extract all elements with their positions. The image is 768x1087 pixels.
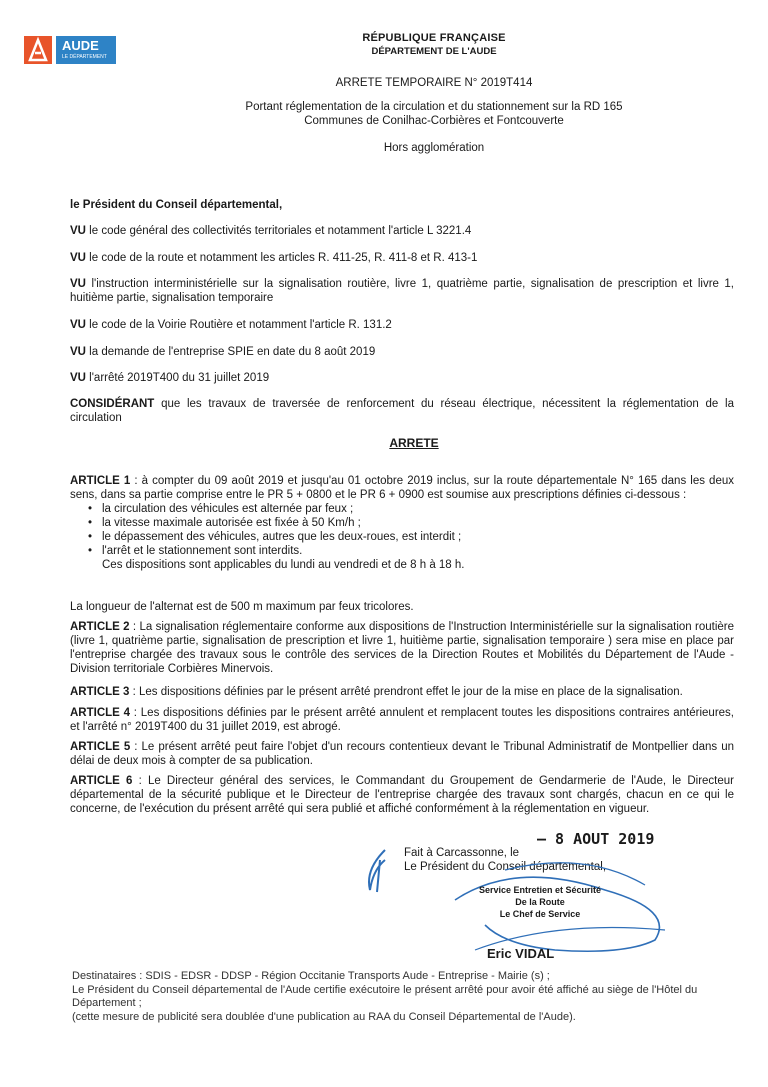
stamp-line: De la Route	[515, 897, 565, 907]
date-stamp: – 8 AOUT 2019	[537, 830, 655, 848]
service-stamp	[450, 884, 630, 920]
stamp-line: Le Chef de Service	[499, 909, 581, 919]
article-2: ARTICLE 2 : La signalisation réglementaire conforme aux dispositions de l'Instruction Interministérielle sur la signalisation routière (livre 1, quatrième partie, signalisation de prescription et livre 1, huitième partie, signalisation temporaire ) sera mise en place par l'entreprise chargée des travaux sous le contrôle des services de la Direction Routes et Mobilités du Département de l'Aude - Division territoriale Corbières Minervois.	[70, 621, 735, 675]
logo-subtext: LE DÉPARTEMENT	[62, 54, 107, 60]
bullet-item: • l'arrêt et le stationnement sont interdits.	[102, 544, 734, 558]
president-line: le Président du Conseil départemental,	[70, 199, 283, 211]
alternat-line: La longueur de l'alternat est de 500 m maximum par feux tricolores.	[70, 601, 414, 613]
bullet-item: • la vitesse maximale autorisée est fixée à 50 Km/h ;	[102, 516, 734, 530]
schedule: Ces dispositions sont applicables du lundi au vendredi et de 8 h à 18 h.	[102, 559, 465, 571]
subject	[50, 100, 768, 128]
vu-line: VU l'arrêté 2019T400 du 31 juillet 2019	[70, 372, 270, 384]
bullet-item: • la circulation des véhicules est alternée par feux ;	[102, 502, 734, 516]
republic-heading: RÉPUBLIQUE FRANÇAISE	[362, 32, 506, 44]
vu-line: VU l'instruction interministérielle sur la signalisation routière, livre 1, quatrième partie, signalisation de prescription et livre 1, huitième partie, signalisation temporaire	[70, 278, 734, 304]
vu-line: VU le code général des collectivités territoriales et notamment l'article L 3221.4	[70, 225, 472, 237]
signature-place: Fait à Carcassonne, le	[404, 847, 520, 859]
article-6: ARTICLE 6 : Le Directeur général des services, le Commandant du Groupement de Gendarmerie de l'Aude, le Directeur départemental de la sécurité publique et le Directeur de l'entreprise chargée des travaux sont chargés, chacun en ce qui le concerne, de l'exécution du présent arrêté qui sera publié et affiché conformément à la réglementation en vigueur.	[70, 775, 734, 815]
vu-line: VU le code de la Voirie Routière et notamment l'article R. 131.2	[70, 319, 392, 331]
stamp-line: Service Entretien et Sécurité	[478, 885, 602, 895]
article-4: ARTICLE 4 : Les dispositions définies par le présent arrêté annulent et remplacent toutes les dispositions contraires antérieures, et l'arrêté n° 2019T400 du 31 juillet 2019, est abrogé.	[70, 707, 734, 733]
article-3: ARTICLE 3 : Les dispositions définies par le présent arrêté prendront effet le jour de la mise en place de la signalisation.	[70, 686, 683, 698]
location: Hors agglomération	[383, 142, 485, 154]
footer-publicity: (cette mesure de publicité sera doublée d'une publication au RAA du Conseil Départemental de l'Aude).	[72, 1010, 576, 1023]
vu-line: VU le code de la route et notamment les articles R. 411-25, R. 411-8 et R. 413-1	[70, 252, 478, 264]
article-1-bullets	[70, 502, 734, 558]
footer	[72, 970, 752, 1024]
subject-line-2: Communes de Conilhac-Corbières et Fontcouverte	[304, 115, 564, 127]
article-1: ARTICLE 1 : à compter du 09 août 2019 et jusqu'au 01 octobre 2019 inclus, sur la route départementale N° 165 dans les deux sens, dans sa partie comprise entre le PR 5 + 0800 et le PR 6 + 0900 est soumise aux prescriptions définies ci-dessous : • la circulation des véhicules est alternée par feux ; • la vitesse maximale autorisée est fixée à 50 Km/h ; • le dépassement des véhicules, autres que les deux-roues, est interdit ; • l'arrêt et le stationnement sont interdits. Ces dispositions sont applicables du lundi au vendredi et de 8 h à 18 h.	[70, 474, 734, 572]
subject-line-1: Portant réglementation de la circulation et du stationnement sur la RD 165	[245, 101, 623, 113]
section-heading: ARRETE	[389, 436, 439, 450]
bullet-item: • le dépassement des véhicules, autres que les deux-roues, est interdit ;	[102, 530, 734, 544]
footer-certification: Le Président du Conseil départemental de l'Aude certifie exécutoire le présent arrêté pour avoir été affiché au siège de l'Hôtel du Département ;	[72, 983, 698, 1009]
considerant: CONSIDÉRANT que les travaux de traversée de renforcement du réseau électrique, nécessitent la réglementation de la circulation	[70, 398, 734, 424]
logo-text: AUDE	[62, 38, 99, 53]
arrete-title: ARRETE TEMPORAIRE N° 2019T414	[335, 77, 533, 89]
vu-line: VU la demande de l'entreprise SPIE en date du 8 août 2019	[70, 346, 376, 358]
article-5: ARTICLE 5 : Le présent arrêté peut faire l'objet d'un recours contentieux devant le Tribunal Administratif de Montpellier dans un délai de deux mois à compter de sa publication.	[70, 741, 734, 767]
department-heading: DÉPARTEMENT DE L'AUDE	[371, 46, 497, 57]
signature-president: Le Président du Conseil départemental,	[404, 861, 607, 873]
footer-recipients: Destinataires : SDIS - EDSR - DDSP - Région Occitanie Transports Aude - Entreprise - Mairie (s) ;	[72, 970, 550, 982]
signatory-name: Eric VIDAL	[487, 946, 555, 961]
